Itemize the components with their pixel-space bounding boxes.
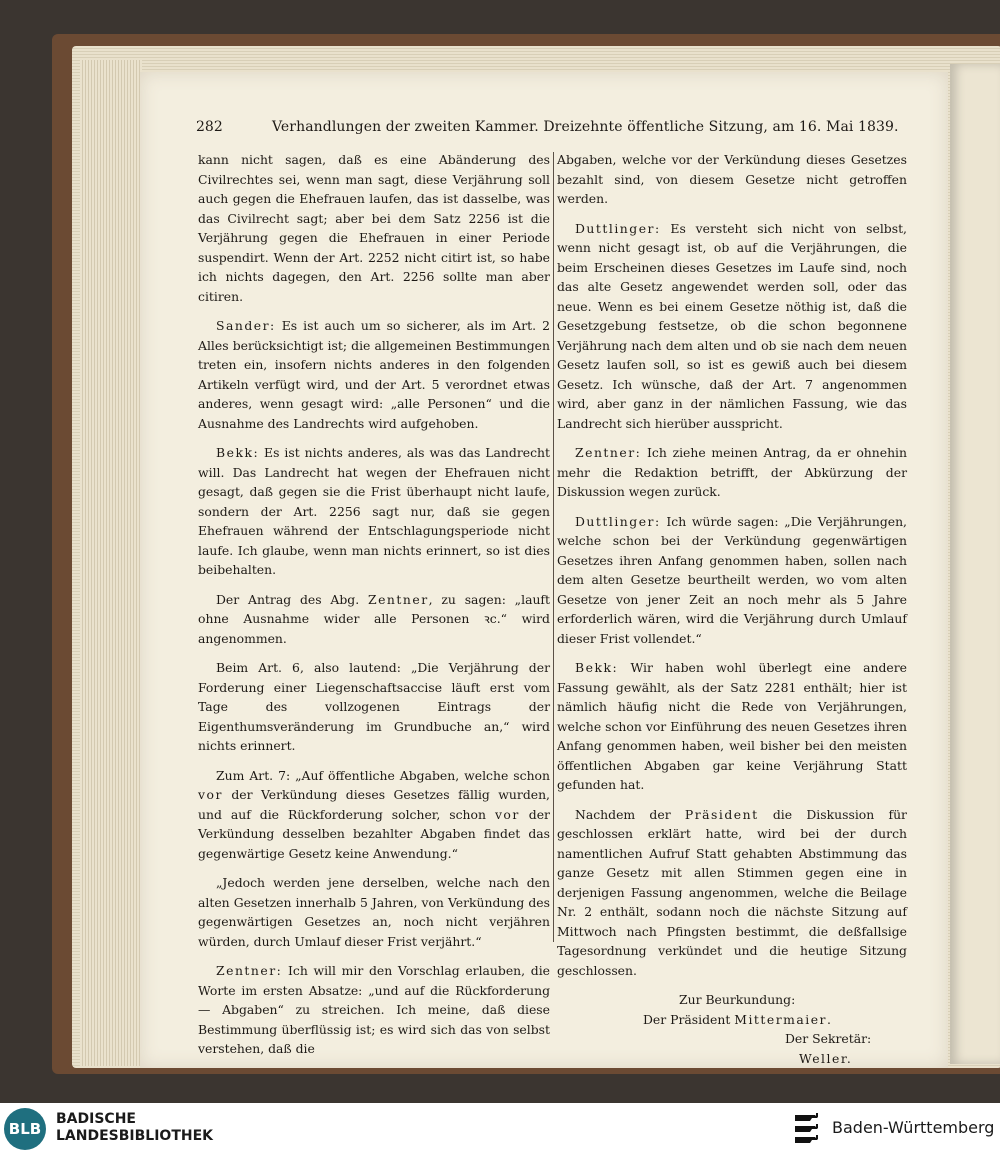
- speaker-name: Präsident: [684, 806, 759, 822]
- text-run: , zu sagen: „lauft ohne Ausnahme wider alle Personen ꝛc.“ wird angenommen.: [198, 591, 550, 646]
- speaker-name: Duttlinger:: [575, 513, 661, 529]
- paragraph: [198, 316, 550, 433]
- speaker-name: Bekk:: [575, 660, 619, 675]
- spaced-word: vor: [494, 806, 520, 822]
- speaker-name: Duttlinger:: [575, 220, 661, 236]
- state-name[interactable]: Baden-Württemberg: [832, 1118, 995, 1137]
- speaker-name: Zentner:: [575, 445, 642, 460]
- president-name: Mittermaier: [734, 1011, 827, 1027]
- paragraph: [198, 443, 550, 580]
- speaker-name: Bekk:: [216, 445, 260, 460]
- text-run: der Verkündung desselben bezahlter Abgaben findet das gegenwärtige Gesetz keine Anwendung.“: [198, 806, 550, 861]
- paragraph: [557, 219, 907, 434]
- speech-text: Es ist nichts anderes, als was das Landrecht will. Das Landrecht hat wegen der Ehefrauen nicht gesagt, daß gegen sie die Frist überhaupt nicht laufe, sondern der Art. 2256 sagt nur, daß sie gegen Ehefrauen während der Entschlagungsperiode nicht laufe. Ich glaube, wenn man nichts erinnert, so ist dies beibehalten.: [198, 445, 550, 577]
- paragraph: Abgaben, welche vor der Verkündung dieses Gesetzes bezahlt sind, von diesem Gesetze nicht getroffen werden.: [557, 152, 907, 206]
- secretary-label: Der Sekretär:: [785, 1031, 872, 1046]
- president-signature: [557, 1010, 907, 1030]
- column-divider: [553, 152, 554, 942]
- text-run: Der Antrag des Abg.: [216, 591, 368, 607]
- paragraph: „Jedoch werden jene derselben, welche nach den alten Gesetzen innerhalb 5 Jahren, von Verkündung des gegenwärtigen Gesetzes an, noch nicht verjähren würden, durch Umlauf dieser Frist verjährt.“: [198, 875, 550, 949]
- paragraph: [557, 658, 907, 795]
- paragraph: [557, 512, 907, 649]
- text-run: der Verkündung dieses Gesetzes fällig wurden, und auf die Rückforderung solcher, schon: [198, 787, 550, 822]
- library-name-line2: LANDESBIBLIOTHEK: [56, 1128, 214, 1144]
- paragraph: kann nicht sagen, daß es eine Abänderung des Civilrechtes sei, wenn man sagt, diese Verjährung soll auch gegen die Ehefrauen laufen, das ist dasselbe, was das Civilrecht sagt; aber bei dem Satz 2256 ist die Verjährung gegen die Ehefrauen in einer Periode suspendirt. Wenn der Art. 2252 nicht citirt ist, so habe ich nichts dagegen, den Art. 2256 sollte man aber citiren.: [198, 152, 550, 304]
- secretary-name: Weller.: [799, 1050, 853, 1066]
- page-number: 282: [196, 119, 223, 135]
- attestation-line: Zur Beurkundung:: [679, 992, 796, 1007]
- speaker-name: Sander:: [216, 318, 276, 333]
- spaced-word: vor: [198, 787, 223, 802]
- text-run: Der Präsident: [643, 1011, 735, 1027]
- speech-text: Wir haben wohl überlegt eine andere Fassung gewählt, als der Satz 2281 enthält; hier ist nämlich häufig nicht die Rede von Verjährungen, welche schon vor Einführung des neuen Gesetzes ihren Anfang genommen haben, weil bisher bei den meisten öffentlichen Abgaben gar keine Verjährung Statt gefunden hat.: [557, 660, 907, 792]
- speech-text: Ich würde sagen: „Die Verjährungen, welche schon bei der Verkündung gegenwärtigen Gesetzes ihren Anfang genommen haben, sollen nach dem alten Gesetze beurtheilt werden, wo vom alten Gesetze von jener Zeit an noch mehr als 5 Jahre erforderlich wären, wird die Verjährung durch Umlauf dieser Frist vollendet.“: [557, 513, 907, 646]
- footer-bar: [0, 1103, 1000, 1153]
- right-column: [557, 150, 907, 1068]
- paragraph: [557, 443, 907, 502]
- paragraph: Beim Art. 6, also lautend: „Die Verjährung der Forderung einer Liegenschaftsaccise läuft erst vom Tage des vollzogenen Eintrags der Eigenthumsveränderung im Grundbuche an,“ wird nichts erinnert.: [198, 660, 550, 753]
- page-edges-left: [80, 60, 142, 1066]
- speech-text: Ich will mir den Vorschlag erlauben, die Worte im ersten Absatze: „und auf die Rückforderung — Abgaben“ zu streichen. Ich meine, daß diese Bestimmung überflüssig ist; es wird sich das von selbst verstehen, daß die: [198, 963, 550, 1056]
- paragraph: [198, 590, 550, 649]
- left-column: [198, 150, 550, 1069]
- facing-page-edge: [950, 64, 1000, 1064]
- baden-wuerttemberg-lions-icon: [792, 1111, 822, 1147]
- library-name[interactable]: [56, 1111, 213, 1145]
- library-name-line1: BADISCHE: [56, 1111, 136, 1127]
- speech-text: Es versteht sich nicht von selbst, wenn nicht gesagt ist, ob auf die Verjährungen, die beim Erscheinen dieses Gesetzes im Laufe sind, noch das alte Gesetz angewendet werden soll, oder das neue. Wenn es bei einem Gesetze nöthig ist, daß die Gesetzgebung festsetze, ob die schon begonnene Verjährung nach dem alten und ob sie nach dem neuen Gesetz laufen soll, so ist es gewiß auch bei diesem Gesetz. Ich wünsche, daß der Art. 7 angenommen wird, aber ganz in der nämlichen Fassung, wie das Landrecht sich hierüber ausspricht.: [557, 220, 907, 431]
- text-run: die Diskussion für geschlossen erklärt hatte, wird bei der durch namentlichen Aufruf Statt gehabten Abstimmung das ganze Gesetz mit allen Stimmen gegen eine in derjenigen Fassung angenommen, welche die Beilage Nr. 2 enthält, sodann noch die nächste Sitzung auf Mittwoch nach Pfingsten bestimmt, die deßfallsige Tagesordnung verkündet und die heutige Sitzung geschlossen.: [557, 806, 907, 978]
- text-run: Nachdem der: [575, 806, 685, 822]
- speech-text: Es ist auch um so sicherer, als im Art. 2 Alles berücksichtigt ist; die allgemeinen Bestimmungen treten ein, insofern nichts anderes in den folgenden Artikeln verfügt wird, und der Art. 5 verordnet etwas anderes, wenn gesagt wird: „alle Personen“ und die Ausnahme des Landrechts wird aufgehoben.: [198, 318, 550, 431]
- blb-logo-icon[interactable]: BLB: [4, 1108, 46, 1150]
- text-run: .: [827, 1011, 831, 1027]
- speech-text: Ich ziehe meinen Antrag, da er ohnehin mehr die Redaktion betrifft, der Abkürzung der Diskussion wegen zurück.: [557, 445, 907, 499]
- speaker-name: Zentner: [367, 591, 429, 607]
- paragraph: [557, 805, 907, 981]
- text-run: Zum Art. 7: „Auf öffentliche Abgaben, welche schon: [216, 767, 550, 783]
- paragraph: [198, 766, 550, 864]
- speaker-name: Zentner:: [216, 963, 283, 978]
- running-title: Verhandlungen der zweiten Kammer. Dreizehnte öffentliche Sitzung, am 16. Mai 1839.: [272, 119, 899, 135]
- paragraph: [198, 961, 550, 1059]
